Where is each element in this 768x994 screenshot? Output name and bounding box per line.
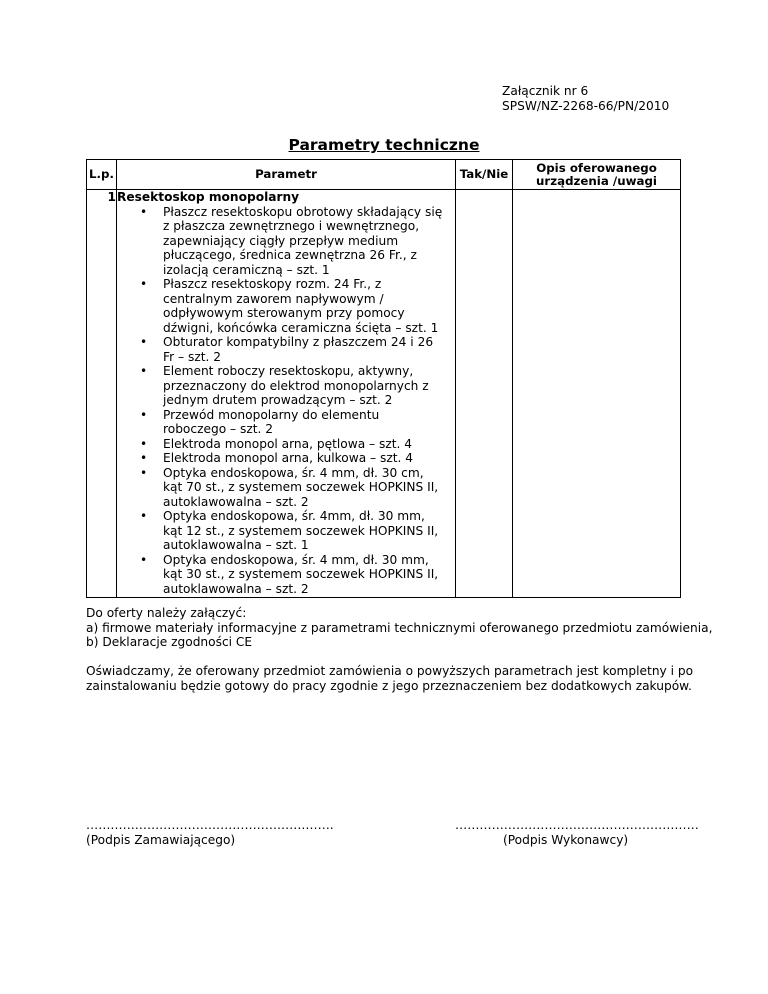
list-item — [117, 553, 455, 597]
signature-zamawiajacy — [86, 818, 334, 847]
list-item — [117, 509, 455, 553]
bullet-icon: • — [140, 451, 148, 465]
signature-label: (Podpis Wykonawcy) — [503, 832, 629, 847]
column-header-tak-nie: Tak/Nie — [456, 160, 513, 190]
list-item — [117, 408, 455, 437]
list-item-text: Optyka endoskopowa, śr. 4 mm, dł. 30 cm, kąt 70 st., z systemem soczewek HOPKINS II, autoklawowalna – szt. 2 — [163, 465, 439, 509]
parameter-list — [117, 205, 455, 598]
list-item-text: Płaszcz resektoskopy rozm. 24 Fr., z centralnym zaworem napływowym / odpływowym sterowanym przy pomocy dźwigni, końcówka ceramiczna ścięta – szt. 1 — [163, 277, 439, 335]
bullet-icon: • — [140, 552, 148, 567]
bullet-icon: • — [140, 436, 148, 451]
bullet-icon: • — [140, 204, 148, 219]
document-title: Parametry techniczne — [288, 136, 480, 154]
item-name: Resektoskop monopolarny — [117, 190, 300, 204]
attachment-b: b) Deklaracje zgodności CE — [86, 635, 253, 649]
attachment-a: a) firmowe materiały informacyjne z parametrami technicznymi oferowanego przedmiotu zamówienia, — [86, 620, 713, 635]
parameter-cell — [117, 190, 456, 598]
list-item-text: Przewód monopolarny do elementu roboczego – szt. 2 — [163, 407, 380, 436]
list-item — [117, 335, 455, 364]
row-number: 1 — [87, 190, 117, 598]
list-item-text: Elektroda monopol arna, pętlowa – szt. 4 — [163, 436, 413, 451]
list-item-text: Elektroda monopol arna, kulkowa – szt. 4 — [163, 451, 414, 465]
bullet-icon: • — [140, 335, 148, 349]
attachment-number: Załącznik nr 6 — [502, 84, 589, 98]
list-item — [117, 205, 455, 278]
signature-line: …………………………………………………… — [455, 818, 699, 832]
signature-wykonawca — [455, 818, 699, 847]
list-item — [117, 466, 455, 510]
list-item-text: Płaszcz resektoskopu obrotowy składający się z płaszcza zewnętrznego i wewnętrznego, zapewniający ciągły przepływ medium płuczącego, średnica zewnętrzna 26 Fr., z izolacją ceramiczną – szt. 1 — [163, 204, 443, 277]
list-item-text: Element roboczy resektoskopu, aktywny, przeznaczony do elektrod monopolarnych z jednym drutem prowadzącym – szt. 2 — [163, 364, 429, 407]
list-item — [117, 437, 455, 452]
column-header-parametr: Parametr — [117, 160, 456, 190]
column-header-lp: L.p. — [87, 160, 117, 190]
attachments-intro: Do oferty należy załączyć: — [86, 606, 247, 620]
attachments-note — [86, 606, 726, 650]
bullet-icon: • — [140, 407, 148, 422]
list-item — [117, 364, 455, 408]
list-item — [117, 277, 455, 335]
list-item-text: Optyka endoskopowa, śr. 4 mm, dł. 30 mm, kąt 30 st., z systemem soczewek HOPKINS II, autoklawowalna – szt. 2 — [163, 552, 439, 596]
declaration-statement: Oświadczamy, że oferowany przedmiot zamówienia o powyższych parametrach jest kompletny i po zainstalowaniu będzie gotowy do pracy zgodnie z jego przeznaczeniem bez dodatkowych zakupów. — [86, 664, 694, 693]
opis-cell[interactable] — [513, 190, 681, 598]
table-row — [87, 190, 681, 598]
case-number: SPSW/NZ-2268-66/PN/2010 — [502, 98, 670, 113]
attachment-reference — [502, 84, 669, 113]
bullet-icon: • — [140, 277, 148, 291]
parameters-table — [86, 159, 681, 598]
bullet-icon: • — [140, 465, 148, 480]
bullet-icon: • — [140, 364, 148, 378]
bullet-icon: • — [140, 509, 148, 523]
table-header-row — [87, 160, 681, 190]
list-item — [117, 451, 455, 466]
tak-nie-cell[interactable] — [456, 190, 513, 598]
list-item-text: Optyka endoskopowa, śr. 4mm, dł. 30 mm, kąt 12 st., z systemem soczewek HOPKINS II, autoklawowalna – szt. 1 — [163, 509, 439, 552]
signature-label: (Podpis Zamawiającego) — [86, 832, 236, 847]
column-header-opis: Opis oferowanego urządzenia /uwagi — [513, 160, 681, 190]
signature-line: ……………………………………………………. — [86, 818, 334, 832]
list-item-text: Obturator kompatybilny z płaszczem 24 i 26 Fr – szt. 2 — [163, 335, 434, 364]
